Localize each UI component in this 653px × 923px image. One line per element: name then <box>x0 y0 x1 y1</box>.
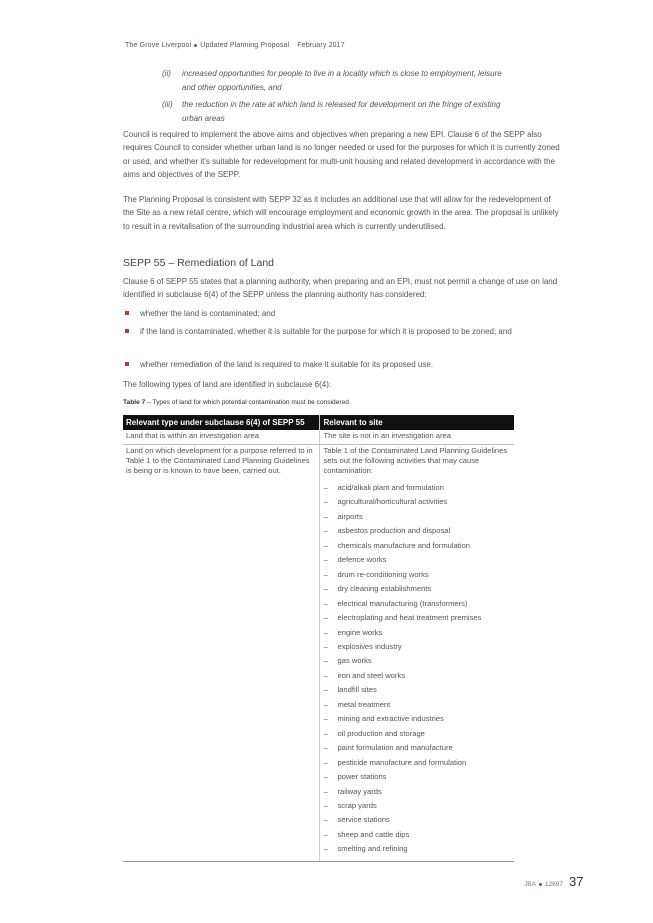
activity-item <box>324 770 512 784</box>
activity-item <box>324 495 512 509</box>
bullet-dot-icon <box>194 44 197 47</box>
dash-bullet-icon: – <box>323 829 328 839</box>
dash-bullet-icon: – <box>323 555 328 565</box>
paragraph-consistency: The Planning Proposal is consistent with SEPP 32 as it includes an additional use that will allow for the redevelopment of the Site as a new retail centre, which will encourage employment and economic growth in the area. The proposal is unlikely to result in a revitalisation of the surrounding industrial area which is currently underutilised. <box>123 195 559 231</box>
activity-label: defence works <box>337 555 387 565</box>
activity-item <box>324 568 512 582</box>
activity-label: smelting and refining <box>337 844 408 854</box>
dash-bullet-icon: – <box>323 815 328 825</box>
table-caption <box>123 399 349 406</box>
table-header-cell: Relevant type under subclause 6(4) of SEPP 55 <box>123 415 319 430</box>
sub-item-ii <box>162 67 502 95</box>
table-cell: Land on which development for a purpose referred to in Table 1 to the Contaminated Land Planning Guidelines is being or is known to have been, carried out. <box>123 445 319 862</box>
activity-item <box>324 785 512 799</box>
sub-item-line: the reduction in the rate at which land is released for development on the fringe of existing <box>182 100 501 109</box>
header-date: February 2017 <box>297 42 345 49</box>
activity-label: metal treatment <box>337 699 391 709</box>
activity-label: oil production and storage <box>337 728 425 738</box>
table-row <box>123 445 514 862</box>
table-cell: The site is not in an investigation area <box>319 430 514 445</box>
activity-label: pesticide manufacture and formulation <box>337 757 467 767</box>
table-row <box>123 430 514 445</box>
dash-bullet-icon: – <box>323 540 328 550</box>
activity-item <box>324 640 512 654</box>
dash-bullet-icon: – <box>323 728 328 738</box>
activity-item <box>324 828 512 842</box>
activity-label: explosives industry <box>337 641 402 651</box>
section-heading: SEPP 55 – Remediation of Land <box>123 257 274 269</box>
paragraph-land-types: The following types of land are identified in subclause 6(4): <box>123 380 332 389</box>
table-cell: Land that is within an investigation area <box>123 430 319 445</box>
dash-bullet-icon: – <box>323 613 328 623</box>
activity-item <box>324 524 512 538</box>
dash-bullet-icon: – <box>323 598 328 608</box>
sub-item-number: (iii) <box>162 100 173 109</box>
activity-item <box>324 741 512 755</box>
activity-label: electroplating and heat treatment premises <box>337 613 482 623</box>
sub-item-line: urban areas <box>182 114 225 123</box>
dash-bullet-icon: – <box>323 569 328 579</box>
activity-item <box>324 683 512 697</box>
activity-item <box>324 813 512 827</box>
footer-ref-number: 12697 <box>544 881 563 888</box>
activity-label: landfill sites <box>337 685 377 695</box>
activity-item <box>324 611 512 625</box>
activity-label: mining and extractive industries <box>337 714 444 724</box>
activity-item <box>324 510 512 524</box>
sub-item-line: and other opportunities, and <box>182 83 282 92</box>
activity-item <box>324 698 512 712</box>
sub-item-number: (ii) <box>162 69 171 78</box>
activity-label: railway yards <box>337 786 382 796</box>
activity-label: acid/alkali plant and formulation <box>337 483 444 492</box>
activity-label: power stations <box>337 772 387 782</box>
dash-bullet-icon: – <box>323 670 328 680</box>
contamination-table <box>123 415 514 862</box>
table-header-row <box>123 415 514 430</box>
dash-bullet-icon: – <box>323 685 328 695</box>
activity-label: asbestos production and disposal <box>337 526 451 536</box>
activity-item <box>324 669 512 683</box>
sub-item-iii <box>162 98 500 126</box>
red-square-bullet-icon <box>125 329 129 333</box>
table-caption-text: – Types of land for which potential contamination must be considered <box>147 399 349 406</box>
paragraph-council-requirements: Council is required to implement the above aims and objectives when preparing a new EPI. Clause 6 of the SEPP also requires Council to consider whether urban land is no longer needed or used for the purposes for which it is currently zoned or used, and whether it's suitable for redevelopment for multi-unit housing and related development in accordance with the aims and objectives of the SEPP. <box>123 130 560 179</box>
activity-item <box>324 626 512 640</box>
dash-bullet-icon: – <box>323 714 328 724</box>
dash-bullet-icon: – <box>323 757 328 767</box>
dash-bullet-icon: – <box>323 483 328 492</box>
activity-label: iron and steel works <box>337 670 406 680</box>
activity-item <box>324 654 512 668</box>
activity-label: airports <box>337 511 363 521</box>
dash-bullet-icon: – <box>323 584 328 594</box>
activity-item <box>324 553 512 567</box>
dash-bullet-icon: – <box>323 772 328 782</box>
activity-item <box>324 481 512 495</box>
header-subtitle: Updated Planning Proposal <box>200 42 290 49</box>
dash-bullet-icon: – <box>323 699 328 709</box>
red-square-bullet-icon <box>125 311 129 315</box>
page-number: 37 <box>569 874 584 889</box>
dash-bullet-icon: – <box>323 844 328 854</box>
footer-org: JBA <box>524 881 536 888</box>
paragraph-clause-6: Clause 6 of SEPP 55 states that a planning authority, when preparing and an EPI, must not permit a change of use on land identified in subclause 6(4) of the SEPP unless the planning authority has considered: <box>123 277 558 300</box>
activity-label: scrap yards <box>337 800 377 810</box>
activity-label: gas works <box>337 656 372 666</box>
activities-intro: Table 1 of the Contaminated Land Planning Guidelines sets out the following activities that may cause contamination: <box>323 446 508 475</box>
table-cell-activities <box>319 445 514 862</box>
activity-item <box>324 597 512 611</box>
footer-ref <box>524 881 563 888</box>
activity-label: chemicals manufacture and formulation <box>337 540 471 550</box>
dash-bullet-icon: – <box>323 641 328 651</box>
table-caption-label: Table 7 <box>123 399 146 406</box>
dash-bullet-icon: – <box>323 656 328 666</box>
dash-bullet-icon: – <box>323 497 328 507</box>
dash-bullet-icon: – <box>323 786 328 796</box>
bullet-dot-icon <box>539 883 542 886</box>
running-header <box>125 42 345 49</box>
dash-bullet-icon: – <box>323 743 328 753</box>
dash-bullet-icon: – <box>323 627 328 637</box>
dash-bullet-icon: – <box>323 511 328 521</box>
activity-list <box>324 481 512 857</box>
red-square-bullet-icon <box>125 362 129 366</box>
activity-item <box>324 756 512 770</box>
activity-item <box>324 799 512 813</box>
bullet-item: if the land is contaminated, whether it is suitable for the purpose for which it is proposed to be zoned; and <box>123 325 563 338</box>
dash-bullet-icon: – <box>323 526 328 536</box>
table-header-cell: Relevant to site <box>319 415 514 430</box>
activity-item <box>324 712 512 726</box>
bullet-item: whether remediation of the land is required to make it suitable for its proposed use. <box>123 358 563 371</box>
activity-label: engine works <box>337 627 383 637</box>
activity-label: drum re-conditioning works <box>337 569 429 579</box>
activity-item <box>324 539 512 553</box>
activity-item <box>324 842 512 856</box>
activity-label: sheep and cattle dips <box>337 829 410 839</box>
dash-bullet-icon: – <box>323 800 328 810</box>
activity-item <box>324 727 512 741</box>
activity-label: service stations <box>337 815 390 825</box>
activity-label: agricultural/horticultural activities <box>337 497 448 507</box>
activity-label: paint formulation and manufacture <box>337 743 453 753</box>
activity-label: electrical manufacturing (transformers) <box>337 598 468 608</box>
bullet-item: whether the land is contaminated; and <box>123 307 563 320</box>
activity-label: dry cleaning establishments <box>337 584 432 594</box>
activity-item <box>324 582 512 596</box>
sub-item-line: increased opportunities for people to live in a locality which is close to employment, leisure <box>182 69 502 78</box>
header-doc-title: The Grove Liverpool <box>125 42 192 49</box>
